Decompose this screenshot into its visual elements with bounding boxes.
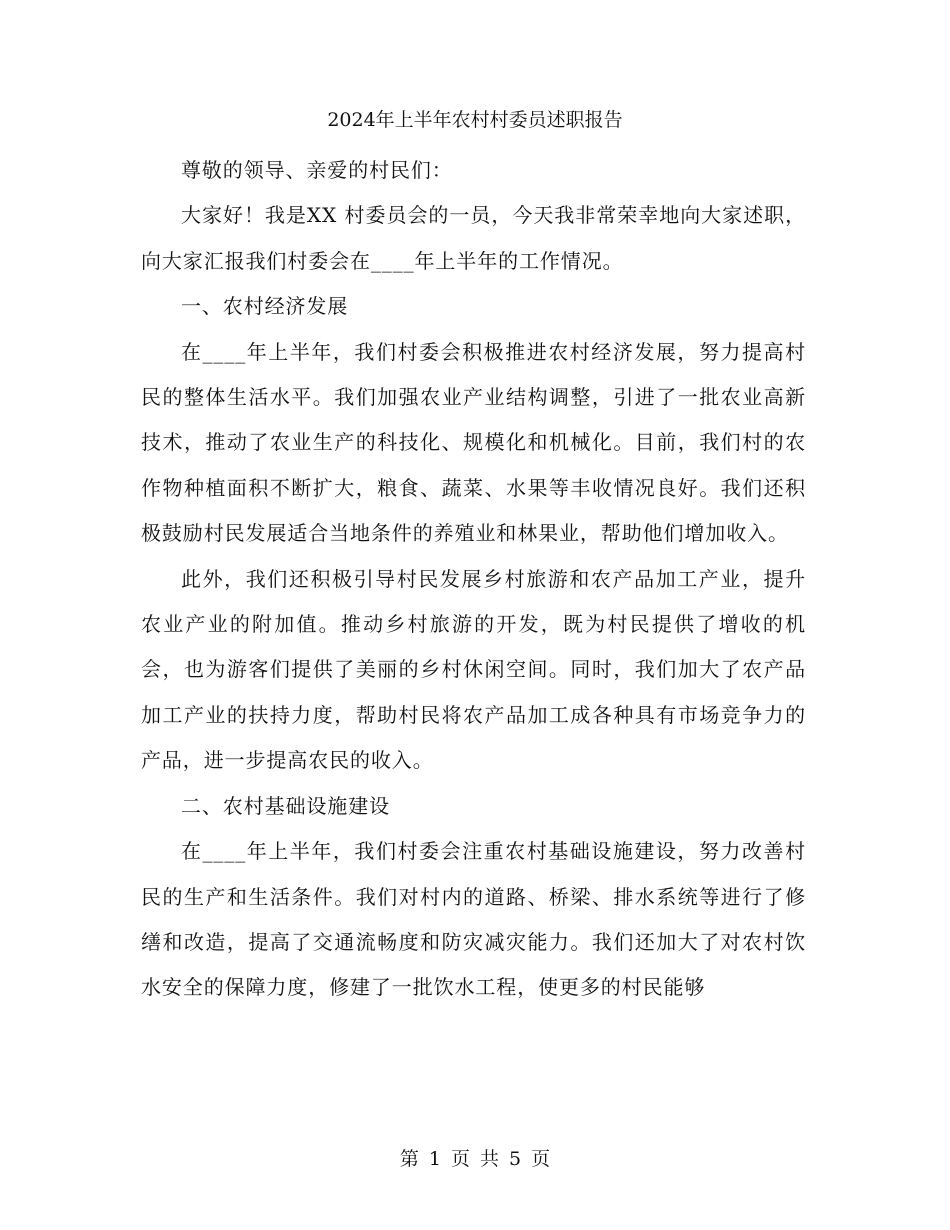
section-heading-economy: 一、农村经济发展 — [181, 294, 349, 319]
paragraph-economy-2: 此外，我们还积极引导村民发展乡村旅游和农产品加工产业，提升农业产业的附加值。推动乡村旅游的开发，既为村民提供了增收的机会，也为游客们提供了美丽的乡村休闲空间。同时，我们加大了农产品加工产业的扶持力度，帮助村民将农产品加工成各种具有市场竞争力的产品，进一步提高农民的收入。 — [141, 566, 806, 773]
paragraph-intro: 大家好！我是XX 村委员会的一员，今天我非常荣幸地向大家述职，向大家汇报我们村委会在____年上半年的工作情况。 — [141, 203, 806, 273]
paragraph-infrastructure-1: 在____年上半年，我们村委会注重农村基础设施建设，努力改善村民的生产和生活条件。我们对村内的道路、桥梁、排水系统等进行了修缮和改造，提高了交通流畅度和防灾减灾能力。我们还加大了对农村饮水安全的保障力度，修建了一批饮水工程，使更多的村民能够 — [141, 839, 806, 1000]
section-heading-infrastructure: 二、农村基础设施建设 — [181, 793, 390, 818]
paragraph-economy-1: 在____年上半年，我们村委会积极推进农村经济发展，努力提高村民的整体生活水平。我们加强农业产业结构调整，引进了一批农业高新技术，推动了农业生产的科技化、规模化和机械化。目前，我们村的农作物种植面积不断扩大，粮食、蔬菜、水果等丰收情况良好。我们还积极鼓励村民发展适合当地条件的养殖业和林果业，帮助他们增加收入。 — [141, 339, 806, 546]
salutation: 尊敬的领导、亲爱的村民们： — [181, 158, 453, 182]
document-body — [141, 148, 806, 1011]
page-number-footer: 第 1 页 共 5 页 — [399, 1148, 551, 1170]
document-title: 2024年上半年农村村委员述职报告 — [327, 109, 623, 131]
